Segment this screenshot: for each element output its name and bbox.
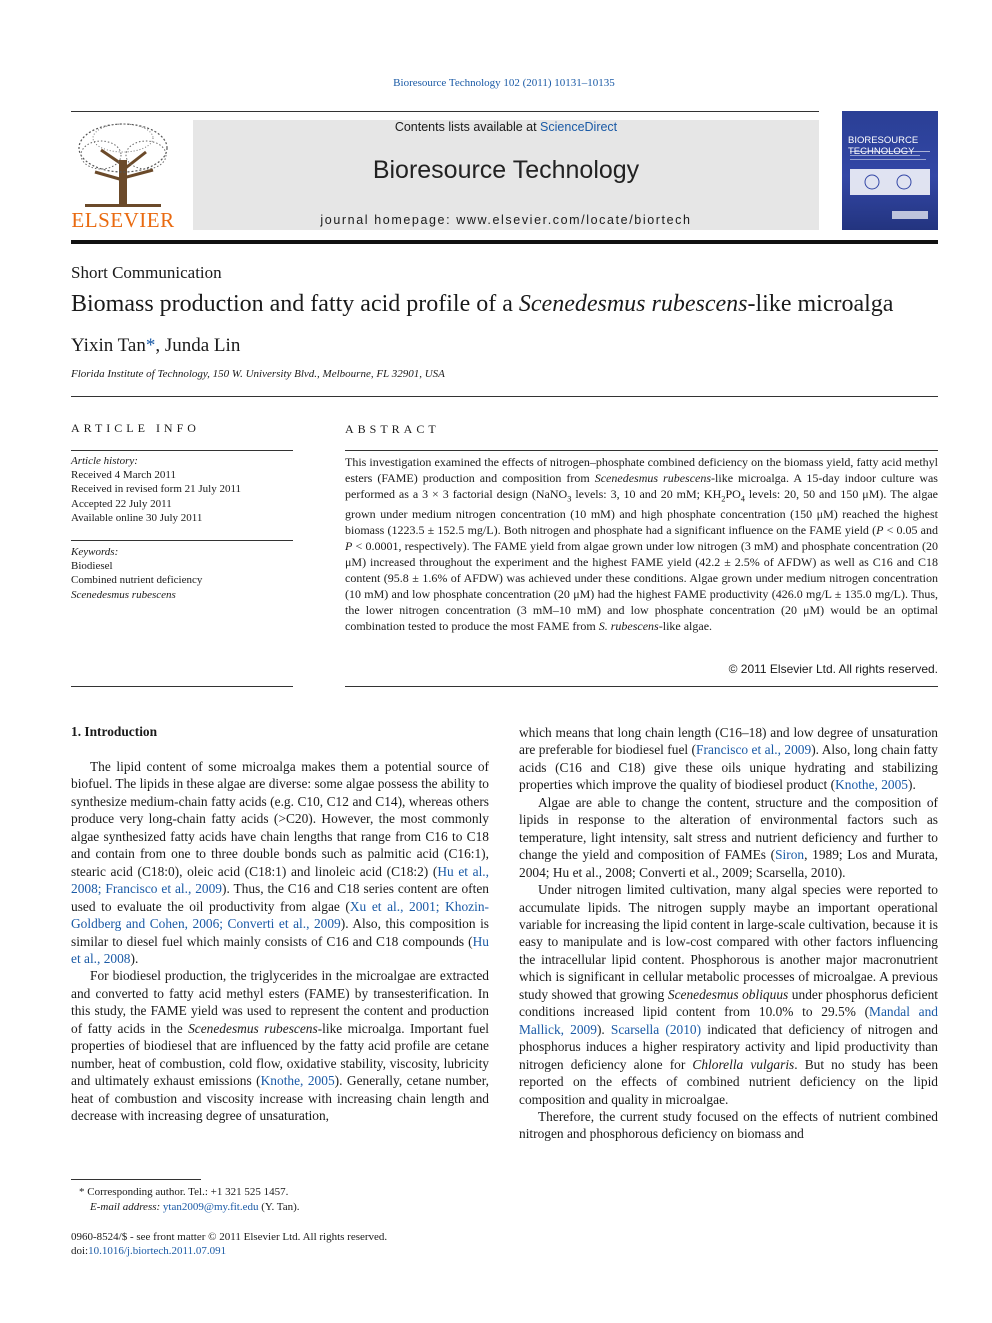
cover-title-line1: BIORESOURCE [848, 135, 919, 146]
title-rule [71, 396, 938, 397]
author-name: Yixin Tan [71, 335, 146, 356]
contents-line [193, 120, 819, 134]
copyright-notice: © 2011 Elsevier Ltd. All rights reserved. [728, 662, 938, 676]
journal-name: Bioresource Technology [372, 156, 640, 184]
keyword: Scenedesmus rubescens [71, 588, 176, 601]
journal-cover-image [842, 111, 938, 230]
reference-link[interactable]: Hu et al., 2008; Francisco et al., 2009 [71, 863, 489, 897]
affiliation: Florida Institute of Technology, 150 W. University Blvd., Melbourne, FL 32901, USA [71, 368, 445, 380]
footnote-rule [71, 1179, 201, 1180]
keywords-rule [71, 540, 293, 541]
reference-link[interactable]: Scarsella (2010) [610, 1021, 702, 1037]
abstract-bottom-rule [345, 686, 938, 687]
reference-link[interactable]: Siron [775, 847, 805, 863]
section-type: Short Communication [71, 263, 222, 282]
tree-icon [71, 120, 175, 210]
body-column-left [71, 758, 489, 1125]
elsevier-wordmark: ELSEVIER [71, 208, 175, 232]
abstract-rule [345, 450, 938, 451]
paragraph: which means that long chain length (C16–18) and low degree of unsaturation are preferable for biodiesel fuel (Francisco et al., 2009). Also, long chain fatty acids (C16 and C18) give these oils unique hydrating and stabilizing properties which improve the quality of biodiesel product (Knothe, 2005). [519, 725, 938, 793]
keywords [71, 545, 293, 602]
journal-homepage[interactable]: journal homepage: www.elsevier.com/locate/biortech [320, 213, 692, 227]
cover-title [848, 135, 934, 157]
keyword: Biodiesel [71, 560, 113, 573]
footnote: * Corresponding author. Tel.: +1 321 525 1457. E-mail address: ytan2009@my.fit.edu (Y. Tan). [79, 1186, 300, 1213]
contents-prefix: Contents lists available at [394, 120, 541, 134]
footnote-mark: * [79, 1186, 85, 1198]
issn-line: 0960-8524/$ - see front matter © 2011 Elsevier Ltd. All rights reserved. [71, 1231, 388, 1243]
header-thick-rule [71, 240, 938, 244]
author-name: , Junda Lin [155, 335, 241, 356]
body-column-right [519, 724, 938, 1143]
journal-citation[interactable]: Bioresource Technology 102 (2011) 10131–10135 [393, 77, 615, 89]
author-list [71, 335, 240, 357]
article-title: Biomass production and fatty acid profile of a Scenedesmus rubescens-like microalga [71, 291, 894, 317]
paragraph: Under nitrogen limited cultivation, many algal species were reported to accumulate lipids. The nitrogen supply maybe an important operational variable for increasing the lipid content in large-scale cultivation, because it is easy to manipulate and is low-cost compared with other factors influencing the intracellular lipid content. Phosphorous is another major macronutrient which is significant in cellular metabolic processes of microalgae. A previous study showed that growing Scenedesmus obliquus under phosphorus deficient conditions increased lipid content from 10.0% to 29.5% (Mandal and Mallick, 2009). Scarsella (2010) indicated that deficiency of nitrogen and phosphorus induces a higher respiratory activity and lipid productivity than nitrogen deficiency alone for Chlorella vulgaris. But no study has been reported on the effects of combined nutrient deficiency on the lipid composition and quality in microalgae. [519, 882, 939, 1107]
paragraph: Therefore, the current study focused on the effects of nutrient combined nitrogen and phosphorous deficiency on biomass and [519, 1108, 938, 1142]
doi-label: doi: [71, 1245, 89, 1257]
article-history [71, 454, 293, 525]
reference-link[interactable]: Francisco et al., 2009 [696, 742, 812, 758]
paragraph: For biodiesel production, the triglycerides in the microalgae are extracted and converted to fatty acid methyl esters (FAME) by transesterification. In this study, the FAME yield was used to represent the content and production of fatty acids in the Scenedesmus rubescens-like microalga. Important fuel properties of biodiesel that are influenced by the fatty acid profile are cetane number, heat of combustion, cold flow, oxidative stability, viscosity, lubricity and ultimately exhaust emissions (Knothe, 2005). Generally, cetane number, heat of combustion and viscosity increase with increasing chain length and decrease with increasing degree of unsaturation, [71, 968, 489, 1124]
keyword: Combined nutrient deficiency [71, 574, 203, 587]
cover-title-line2: TECHNOLOGY [848, 146, 915, 157]
received-date: Received 4 March 2011 [71, 469, 176, 482]
corresponding-author-link[interactable]: * [145, 335, 156, 356]
issn-doi [71, 1230, 489, 1258]
email-label: E-mail address: [90, 1200, 161, 1213]
corresponding-author-note: Corresponding author. Tel.: +1 321 525 1457. [84, 1186, 289, 1198]
online-date: Available online 30 July 2011 [71, 511, 203, 524]
header-rule [71, 111, 819, 112]
reference-link[interactable]: Hu et al., 2008 [71, 933, 489, 966]
reference-link[interactable]: Mandal and Mallick, 2009 [519, 1004, 938, 1037]
reference-link[interactable]: Xu et al., 2001; Khozin-Goldberg and Cohen, 2006; Converti et al., 2009 [71, 898, 489, 932]
email-link[interactable]: ytan2009@my.fit.edu [162, 1200, 259, 1213]
keywords-label: Keywords: [71, 546, 119, 558]
cover-artwork-icon [842, 111, 938, 230]
paragraph: The lipid content of some microalga makes them a potential source of biofuel. The lipids in these algae are diverse: some algae possess the ability to synthesize medium-chain fatty acids (e.g. C10, C12 and C14), whereas others produce very long-chain fatty acids (>C20). However, the most commonly algae synthesized fatty acids have chain lengths that range from C16 to C18 and contain from one to three double bonds such as palmitic acid (C16:1), stearic acid (C18:0), oleic acid (C18:1) and linoleic acid (C18:2) (Hu et al., 2008; Francisco et al., 2009). Thus, the C16 and C18 series content are often used to evaluate the oil productivity from algae (Xu et al., 2001; Khozin-Goldberg and Cohen, 2006; Converti et al., 2009). Also, this composition is similar to diesel fuel which mainly consists of C16 and C18 compounds (Hu et al., 2008). [71, 759, 490, 966]
revised-date: Received in revised form 21 July 2011 [71, 483, 242, 496]
sciencedirect-link[interactable]: ScienceDirect [540, 120, 618, 134]
article-info-heading: ARTICLE INFO [71, 421, 200, 435]
abstract-heading: ABSTRACT [345, 422, 440, 436]
section-heading-introduction: 1. Introduction [71, 724, 158, 739]
reference-link[interactable]: Knothe, 2005 [835, 777, 908, 793]
reference-link[interactable]: Knothe, 2005 [260, 1073, 335, 1089]
history-label: Article history: [71, 455, 138, 467]
article-info-bottom-rule [71, 686, 293, 687]
accepted-date: Accepted 22 July 2011 [71, 497, 172, 510]
paragraph: Algae are able to change the content, structure and the composition of lipids in response to the alteration of environmental factors such as temperature, light intensity, salt stress and nutrient deficiency and further to change the yield and composition of FAMEs (Siron, 1989; Los and Murata, 2004; Hu et al., 2008; Converti et al., 2009; Scarsella, 2010). [519, 794, 938, 880]
doi-link[interactable]: 10.1016/j.biortech.2011.07.091 [88, 1245, 227, 1257]
article-info-rule [71, 450, 293, 451]
abstract-text: This investigation examined the effects of nitrogen–phosphate combined deficiency on the biomass yield, fatty acid methyl esters (FAME) production and composition from Scenedesmus rubescens-like microalga. A 15-day indoor culture was performed as a 3 × 3 factorial design (NaNO$_3$ levels: 3, 10 and 20 mM; $KH_2PO_4$ levels: 20, 50 and 150 μM). The algae grown under medium nitrogen concentration (10 mM) and high phosphate concentration (150 μM) reached the highest biomass (1223.5 ± 152.5 mg/L). Both nitrogen and phosphate had a significant influence on the FAME yield (P < 0.05 and P < 0.0001, respectively). The FAME yield from algae grown under low nitrogen (3 mM) and phosphate concentration (20 μM) increased throughout the experiment and the highest FAME yield (42.2 ± 2.5% of AFDW) as well as C16 and C18 content (95.8 ± 1.6% of AFDW) was achieved under these conditions. Algae grown under medium nitrogen concentration (10 mM) and low phosphate concentration (20 μM) had the highest FAME productivity (426.0 mg/L ± 135.0 mg/L). Thus, the lower nitrogen concentration (3 mM–10 mM) and low phosphate concentration (20 μM) would be an optimal combination tested to produce the most FAME from S. rubescens-like algae. [345, 455, 938, 633]
